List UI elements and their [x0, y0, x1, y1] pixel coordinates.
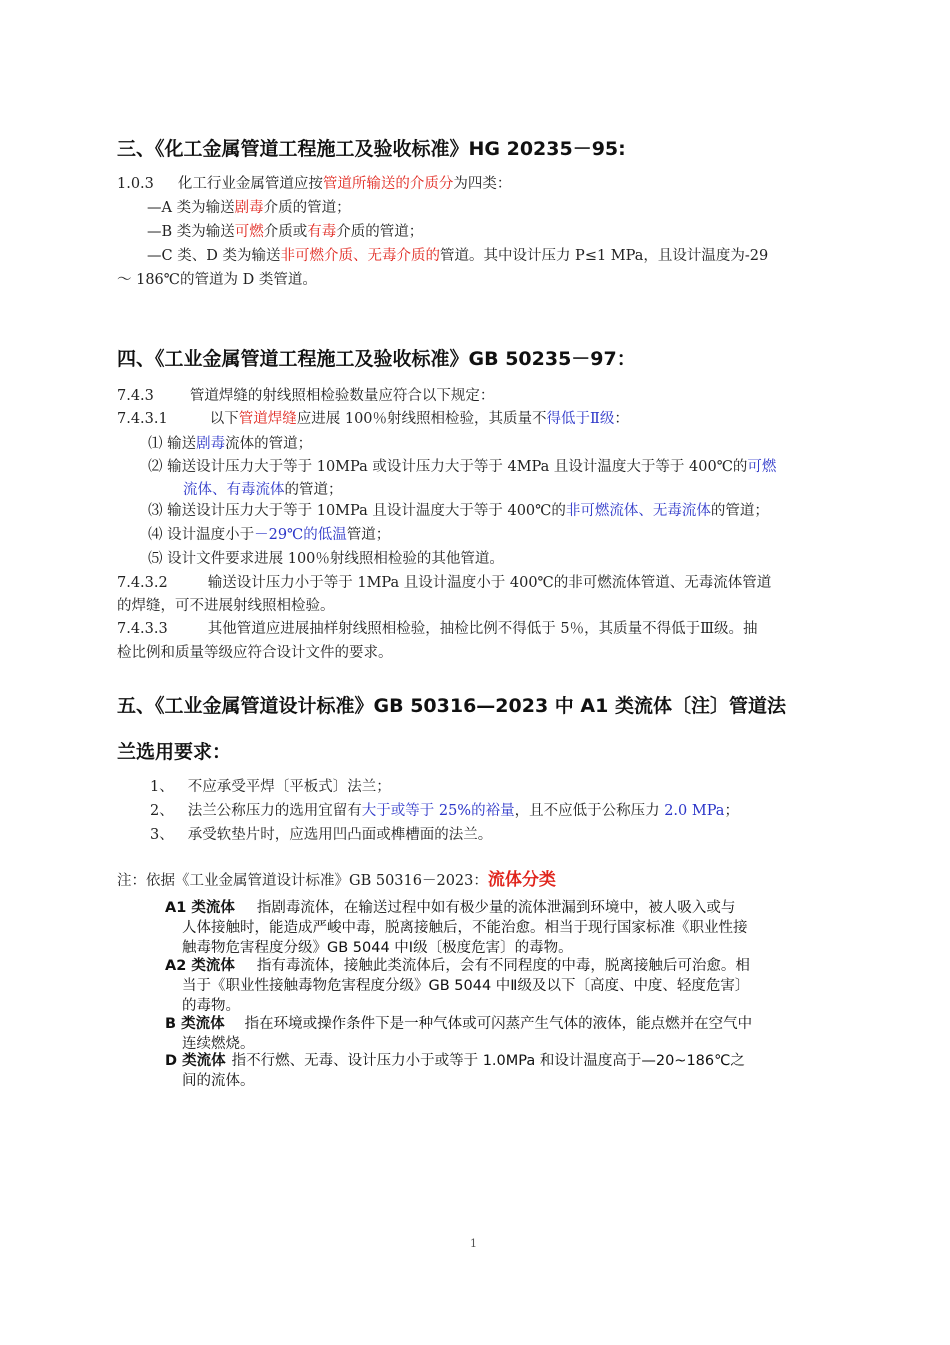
clause-7-4-3: 7.4.3 管道焊缝的射线照相检验数量应符合以下规定： — [117, 388, 495, 404]
clause-7-4-3-2-line-2: 的焊缝，可不进展射线照相检验。 — [117, 598, 335, 614]
note-line: 注：依据《工业金属管道设计标准》GB 50316－2023：流体分类 — [117, 870, 556, 890]
clause-7-4-3-1: 7.4.3.1 以下管道焊缝应进展 100％射线照相检验，其质量不得低于Ⅱ级： — [117, 411, 629, 427]
item-5: ⑸ 设计文件要求进展 100％射线照相检验的其他管道。 — [148, 551, 504, 567]
item-1: ⑴ 输送剧毒流体的管道； — [148, 436, 313, 452]
requirement-1: 1、 不应承受平焊〔平板式〕法兰； — [150, 779, 391, 795]
requirement-2: 2、 法兰公称压力的选用宜留有大于或等于 25%的裕量，且不应低于公称压力 2.0 MPa； — [150, 803, 739, 819]
clause-number: 1.0.3 — [117, 176, 154, 192]
clause-7-4-3-3-line-2: 检比例和质量等级应符合设计文件的要求。 — [117, 645, 393, 661]
item-2: ⑵ 输送设计压力大于等于 10MPa 或设计压力大于等于 4MPa 且设计温度大于等于 400℃的可燃 — [148, 459, 777, 475]
section3-heading: 三、《化工金属管道工程施工及验收标准》HG 20235－95: — [117, 138, 626, 160]
section5-heading: 五、《工业金属管道设计标准》GB 50316—2023 中 A1 类流体〔注〕管道法 — [117, 695, 786, 717]
item-4: ⑷ 设计温度小于－29℃的低温管道； — [148, 527, 391, 543]
fluid-a1: A1 类流体 指剧毒流体，在输送过程中如有极少量的流体泄漏到环境中，被人吸入或与 人体接触时，能造成严峻中毒，脱离接触后，不能治愈。相当于现行国家标准《职业性接 触毒物危害程度分级》GB 5044 中Ⅰ级〔极度危害〕的毒物。 — [165, 900, 748, 956]
fluid-b: B 类流体 指在环境或操作条件下是一种气体或可闪蒸产生气体的液体，能点燃并在空气中 连续燃烧。 — [165, 1016, 753, 1052]
item-2-line-2: 流体、有毒流体的管道； — [183, 482, 343, 498]
clause-7-4-3-3: 7.4.3.3 其他管道应进展抽样射线照相检验，抽检比例不得低于 5％，其质量不得低于Ⅲ级。抽 — [117, 621, 758, 637]
fluid-d: D 类流体 指不行燃、无毒、设计压力小于或等于 1.0MPa 和设计温度高于—20~186℃之 间的流体。 — [165, 1053, 745, 1089]
clause-7-4-3-2: 7.4.3.2 输送设计压力小于等于 1MPa 且设计温度小于 400℃的非可燃流体管道、无毒流体管道 — [117, 575, 772, 591]
class-a-line: —A 类为输送剧毒介质的管道； — [147, 200, 351, 216]
section5-heading-line-2: 兰选用要求： — [117, 741, 232, 763]
page-number: 1 — [470, 1237, 477, 1250]
fluid-a2: A2 类流体 指有毒流体，接触此类流体后，会有不同程度的中毒，脱离接触后可治愈。相 当于《职业性接触毒物危害程度分级》GB 5044 中Ⅱ级及以下〔高度、中度、轻度危害〕 的毒物。 — [165, 958, 750, 1014]
note-title: 流体分类 — [487, 870, 556, 890]
class-cd-line-2: ～ 186℃的管道为 D 类管道。 — [117, 272, 317, 288]
requirement-3: 3、 承受软垫片时，应选用凹凸面或榫槽面的法兰。 — [150, 827, 493, 843]
section4-heading: 四、《工业金属管道工程施工及验收标准》GB 50235－97： — [117, 348, 636, 370]
class-cd-line: —C 类、D 类为输送非可燃介质、无毒介质的管道。其中设计压力 P≤1 MPa，且设计温度为-29 — [147, 248, 769, 264]
item-3: ⑶ 输送设计压力大于等于 10MPa 且设计温度大于等于 400℃的非可燃流体、无毒流体的管道； — [148, 503, 769, 519]
class-b-line: —B 类为输送可燃介质或有毒介质的管道； — [147, 224, 424, 240]
section3-clause: 1.0.3 化工行业金属管道应按管道所输送的介质分为四类： — [117, 176, 512, 192]
